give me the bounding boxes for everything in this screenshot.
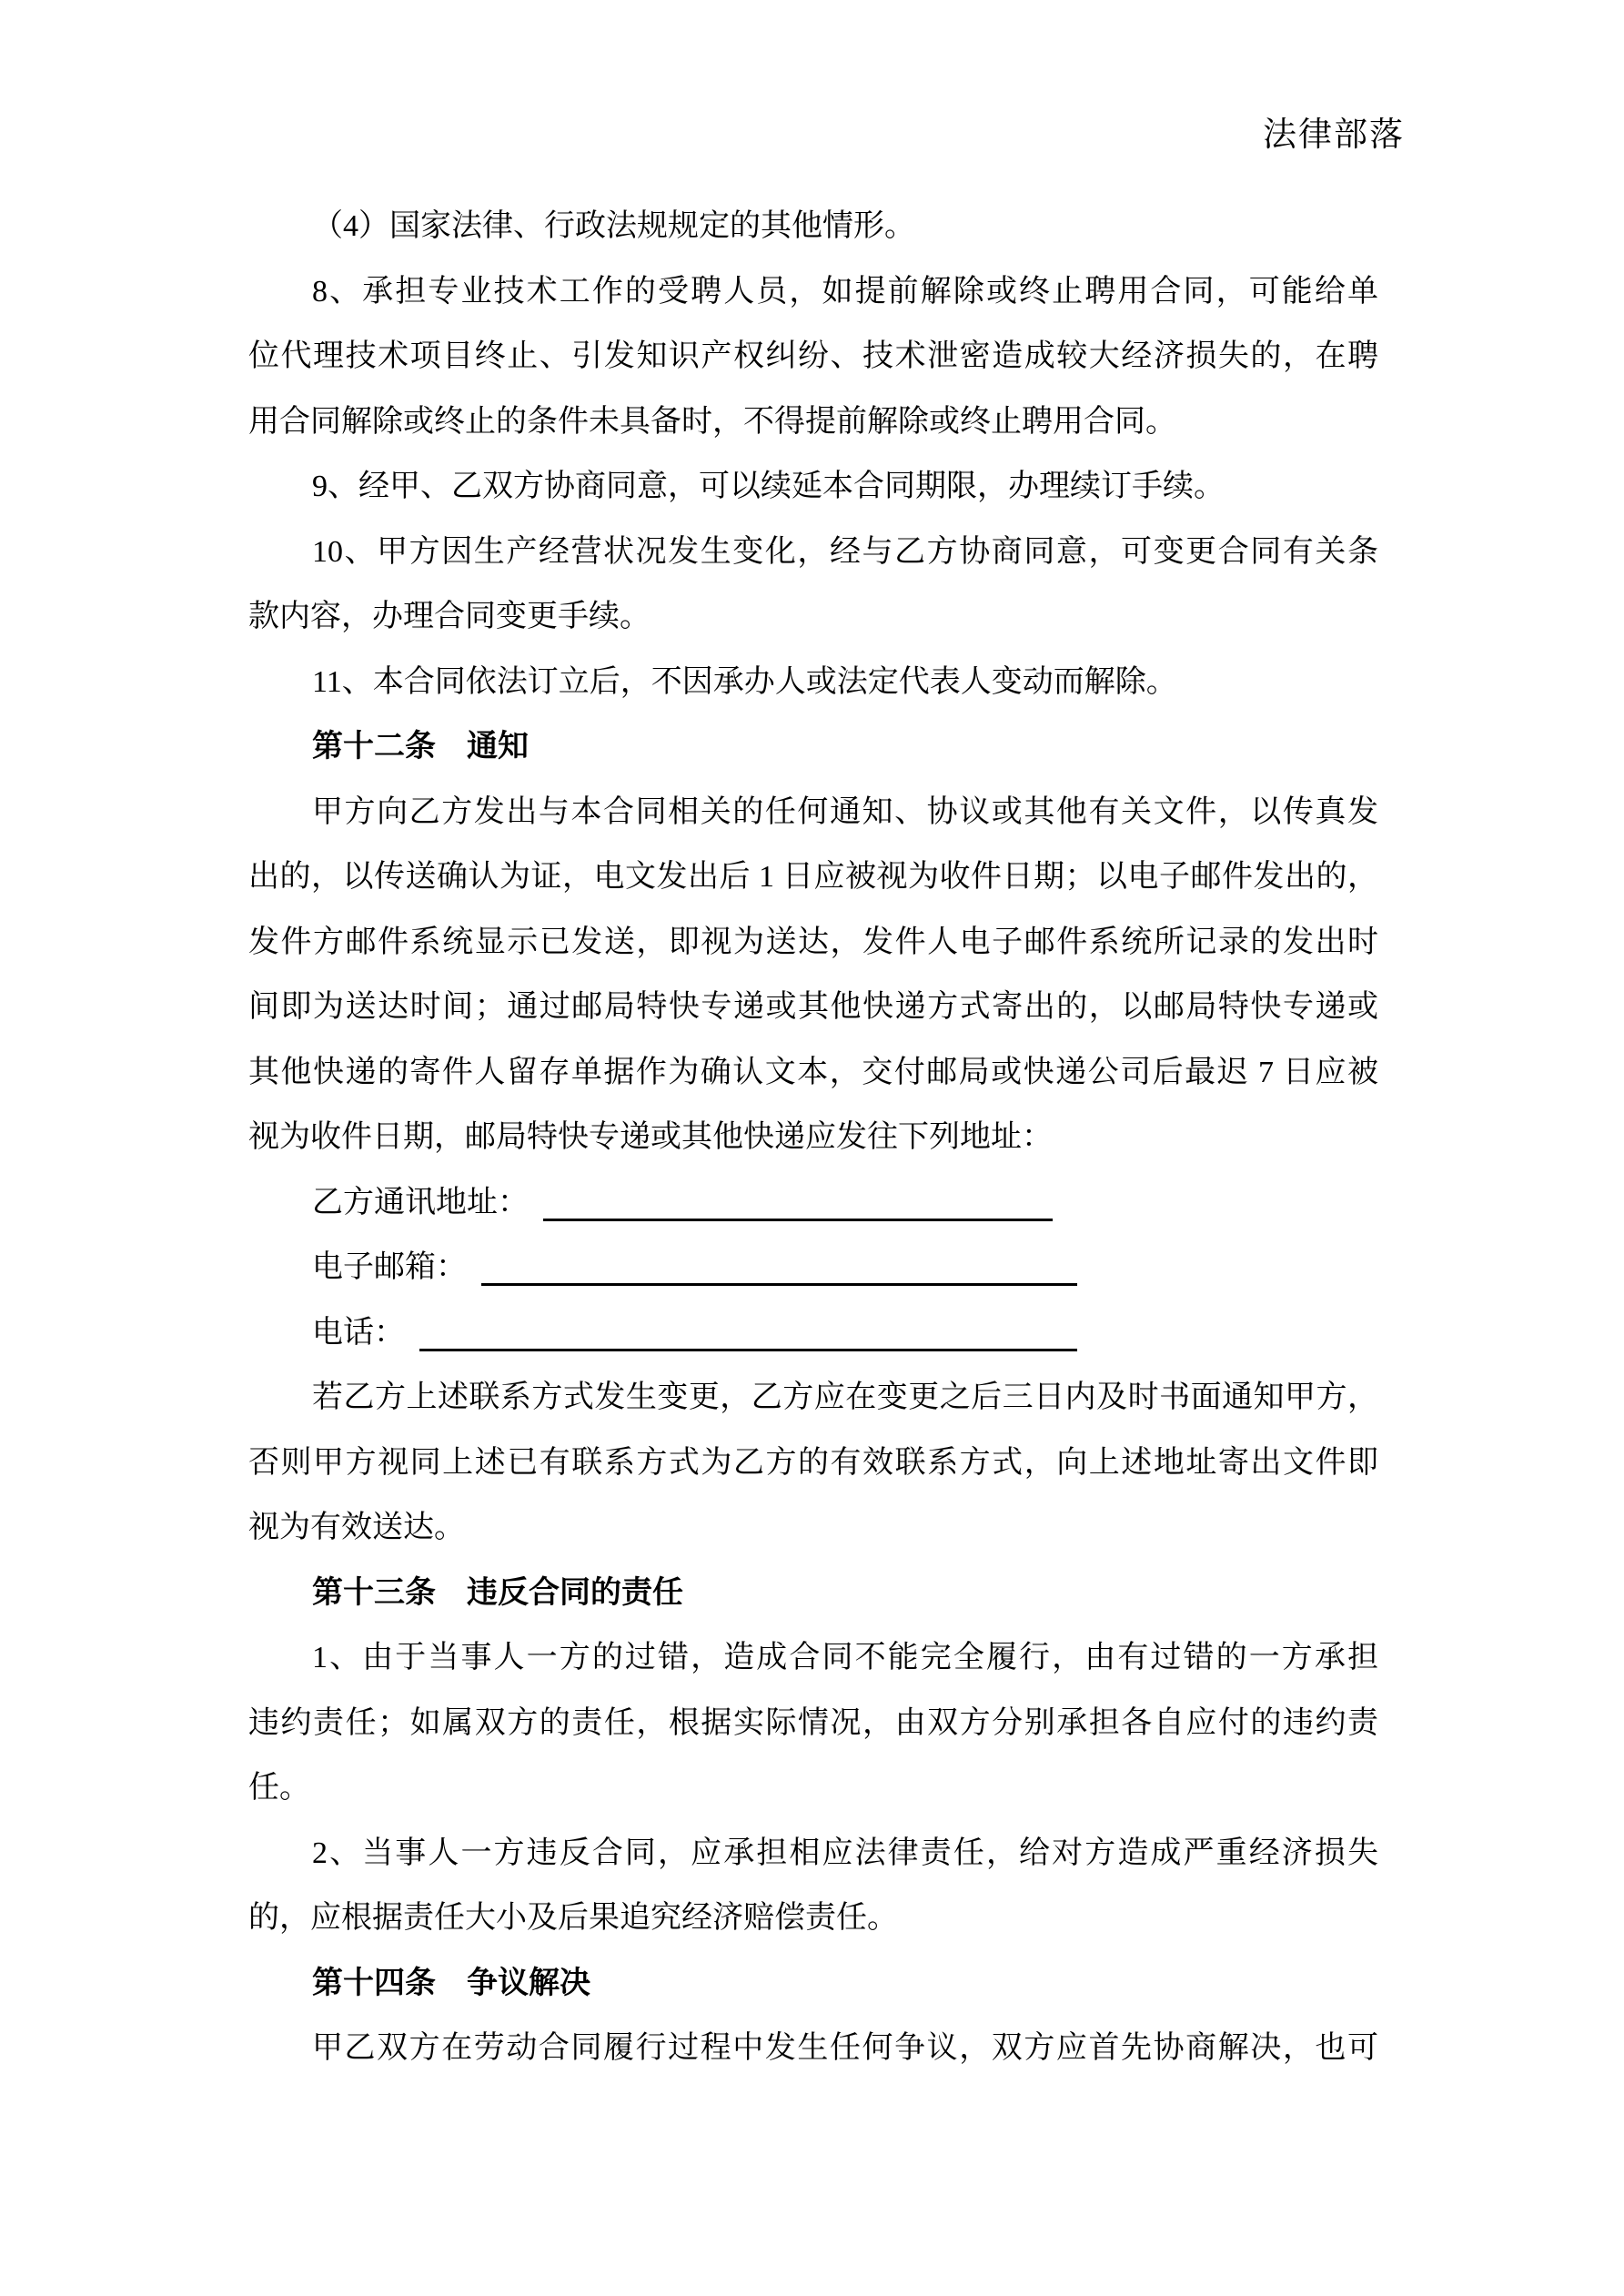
clause-8-line-1: 8、承担专业技术工作的受聘人员，如提前解除或终止聘用合同，可能给单 xyxy=(312,274,1378,308)
contract-body xyxy=(248,194,1378,2081)
contact-change-line-3: 视为有效送达。 xyxy=(248,1511,465,1544)
recipient-address-line xyxy=(248,1170,1378,1236)
article-12-line-1: 甲方向乙方发出与本合同相关的任何通知、协议或其他有关文件，以传真发 xyxy=(312,794,1378,829)
article-13-1-line-1: 1、由于当事人一方的过错，造成合同不能完全履行，由有过错的一方承担 xyxy=(312,1641,1378,1674)
article-13-1-line-3: 任。 xyxy=(248,1771,310,1805)
article-12-line-3: 发件方邮件系统显示已发送，即视为送达，发件人电子邮件系统所记录的发出时 xyxy=(248,925,1378,959)
page-header-watermark: 法律部落 xyxy=(1263,116,1405,153)
article-12-line-6: 视为收件日期，邮局特快专递或其他快递应发往下列地址： xyxy=(248,1120,1053,1154)
contact-change-line-1: 若乙方上述联系方式发生变更，乙方应在变更之后三日内及时书面通知甲方， xyxy=(312,1381,1378,1414)
article-12-line-5: 其他快递的寄件人留存单据作为确认文本，交付邮局或快递公司后最迟 7 日应被 xyxy=(248,1055,1378,1089)
article-12-line-2: 出的，以传送确认为证，电文发出后 1 日应被视为收件日期；以电子邮件发出的， xyxy=(248,860,1378,894)
email-label: 电子邮箱： xyxy=(312,1250,467,1284)
article-13-2-line-2: 的，应根据责任大小及后果追究经济赔偿责任。 xyxy=(248,1901,898,1935)
contact-change-line-2: 否则甲方视同上述已有联系方式为乙方的有效联系方式，向上述地址寄出文件即 xyxy=(248,1445,1378,1480)
article-13-heading: 第十三条 违反合同的责任 xyxy=(312,1575,683,1610)
clause-11: 11、本合同依法订立后，不因承办人或法定代表人变动而解除。 xyxy=(312,664,1177,699)
article-13-1-line-2: 违约责任；如属双方的责任，根据实际情况，由双方分别承担各自应付的违约责 xyxy=(248,1705,1378,1740)
article-12-heading: 第十二条 通知 xyxy=(312,730,529,764)
article-12-line-4: 间即为送达时间；通过邮局特快专递或其他快递方式寄出的，以邮局特快专递或 xyxy=(248,990,1378,1024)
clause-item-4: （4）国家法律、行政法规规定的其他情形。 xyxy=(312,209,915,243)
phone-line xyxy=(248,1300,1378,1366)
article-13-2-line-1: 2、当事人一方违反合同，应承担相应法律责任，给对方造成严重经济损失 xyxy=(312,1836,1378,1870)
clause-10-line-2: 款内容，办理合同变更手续。 xyxy=(248,600,651,633)
phone-blank-underline xyxy=(419,1321,1077,1351)
email-line xyxy=(248,1235,1378,1300)
article-14-heading: 第十四条 争议解决 xyxy=(312,1966,590,2000)
recipient-address-blank-underline xyxy=(543,1191,1053,1221)
clause-8-line-2: 位代理技术项目终止、引发知识产权纠纷、技术泄密造成较大经济损失的，在聘 xyxy=(248,339,1378,373)
clause-8-line-3: 用合同解除或终止的条件未具备时，不得提前解除或终止聘用合同。 xyxy=(248,404,1176,439)
recipient-address-label: 乙方通讯地址： xyxy=(312,1185,529,1219)
email-blank-underline xyxy=(481,1256,1077,1286)
article-14-line-1: 甲乙双方在劳动合同履行过程中发生任何争议，双方应首先协商解决，也可 xyxy=(312,2031,1378,2065)
clause-9: 9、经甲、乙双方协商同意，可以续延本合同期限，办理续订手续。 xyxy=(312,470,1225,503)
phone-label: 电话： xyxy=(312,1315,405,1350)
clause-10-line-1: 10、甲方因生产经营状况发生变化，经与乙方协商同意，可变更合同有关条 xyxy=(312,534,1378,569)
